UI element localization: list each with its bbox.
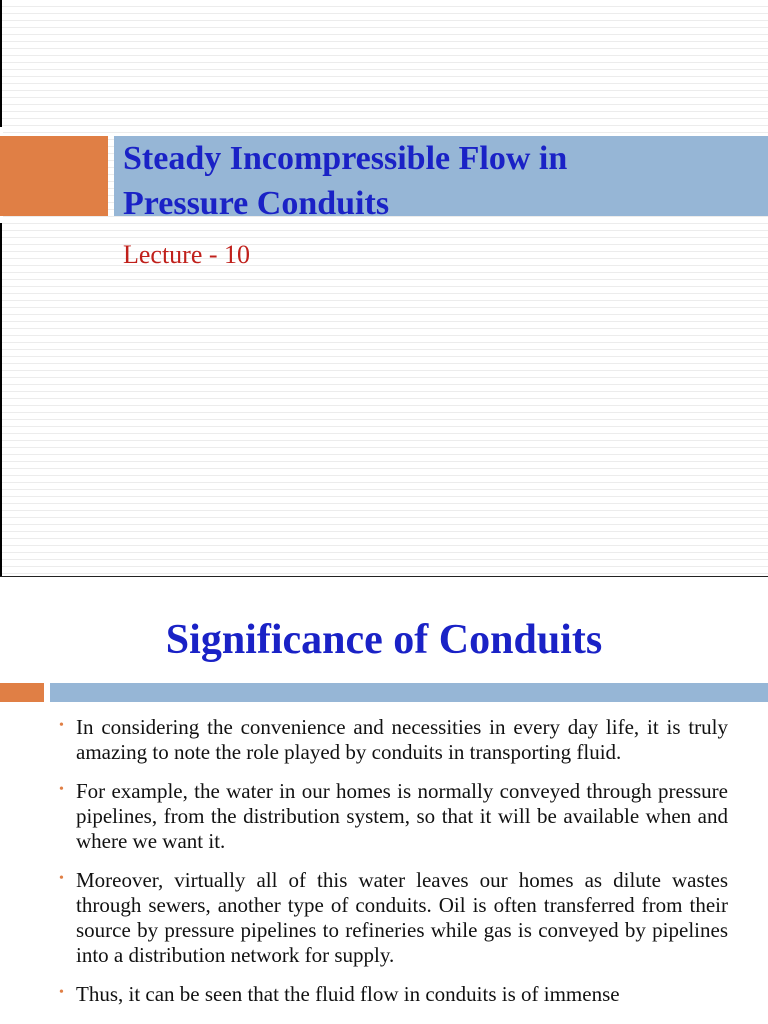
title-accent-orange-block <box>0 136 108 216</box>
bullet-text: For example, the water in our homes is normally conveyed through pressure pipelines, from the distribution system, so that it will be available when and where we want it. <box>76 779 728 853</box>
bullet-text: In considering the convenience and necessities in every day life, it is truly amazing to note the role played by conduits in transporting fluid. <box>76 715 728 764</box>
bullet-item <box>0 868 768 968</box>
content-slide <box>0 577 768 1024</box>
slide-title <box>123 136 763 226</box>
content-slide-title: Significance of Conduits <box>165 617 603 663</box>
bullet-item <box>0 982 768 1007</box>
slide-title-line-2: Pressure Conduits <box>123 185 390 222</box>
bullet-list <box>0 715 768 1021</box>
slide-left-border <box>0 0 2 577</box>
bullet-dot-icon: • <box>59 871 64 886</box>
bullet-text: Moreover, virtually all of this water leaves our homes as dilute wastes through sewers, another type of conduits. Oil is often transferred from their source by pressure pipelines to refineries while gas is conveyed by pipelines into a distribution network for supply. <box>76 868 728 967</box>
header-accent-orange-block <box>0 683 44 702</box>
bullet-dot-icon: • <box>59 718 64 733</box>
bullet-dot-icon: • <box>59 782 64 797</box>
slide-subtitle: Lecture - 10 <box>123 240 251 269</box>
slide-title-line-1: Steady Incompressible Flow in <box>123 140 568 177</box>
bullet-item <box>0 779 768 854</box>
bullet-dot-icon: • <box>59 985 64 1000</box>
bullet-item <box>0 715 768 765</box>
header-bar-blue <box>50 683 768 702</box>
bullet-text: Thus, it can be seen that the fluid flow in conduits is of immense <box>76 982 620 1006</box>
